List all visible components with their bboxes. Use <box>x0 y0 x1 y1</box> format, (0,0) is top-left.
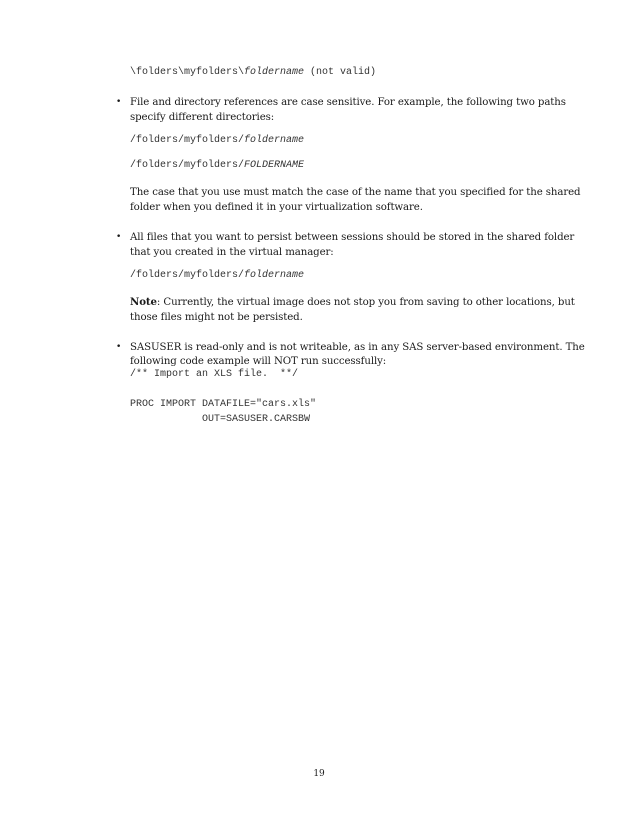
code-comment: /** Import an XLS file. **/ <box>130 369 299 380</box>
path-prefix: /folders/myfolders/ <box>130 270 245 281</box>
note-label: Note <box>130 296 157 308</box>
note-text: : Currently, the virtual image does not stop you from saving to other locations, but <box>156 297 575 308</box>
invalid-path-example <box>130 66 376 79</box>
item1-line1: File and directory references are case sensitive. For example, the following two paths <box>130 97 566 108</box>
path2-prefix: /folders/myfolders/ <box>130 160 245 171</box>
item2-note-line2: those files might not be persisted. <box>130 312 303 323</box>
path2-italic: FOLDERNAME <box>244 160 305 171</box>
bullet-2: • <box>116 232 122 242</box>
bullet-1: • <box>116 97 122 107</box>
item3-line2: following code example will NOT run successfully: <box>130 356 387 367</box>
item1-line2: specify different directories: <box>130 112 275 123</box>
item3-line1: SASUSER is read-only and is not writeable, as in any SAS server-based environment. The <box>130 342 585 353</box>
code-out: OUT=SASUSER.CARSBW <box>130 414 311 425</box>
bullet-3: • <box>116 342 122 352</box>
item1-para-line2: folder when you defined it in your virtualization software. <box>130 202 423 213</box>
item2-note-line1 <box>130 296 575 309</box>
code-italic: foldername <box>244 67 305 78</box>
item2-line1: All files that you want to persist between sessions should be stored in the shared folder <box>130 232 575 243</box>
item2-line2: that you created in the virtual manager: <box>130 247 334 258</box>
item2-path <box>130 269 304 282</box>
path1-italic: foldername <box>244 135 305 146</box>
item1-path1 <box>130 134 304 147</box>
path-italic: foldername <box>244 270 305 281</box>
code-proc-import: PROC IMPORT DATAFILE="cars.xls" <box>130 399 317 410</box>
code-suffix: (not valid) <box>304 67 377 78</box>
item1-path2 <box>130 159 304 172</box>
path1-prefix: /folders/myfolders/ <box>130 135 245 146</box>
page-number: 19 <box>313 769 325 779</box>
code-prefix: \folders\myfolders\ <box>130 67 245 78</box>
item1-para-line1: The case that you use must match the case of the name that you specified for the shared <box>130 187 581 198</box>
